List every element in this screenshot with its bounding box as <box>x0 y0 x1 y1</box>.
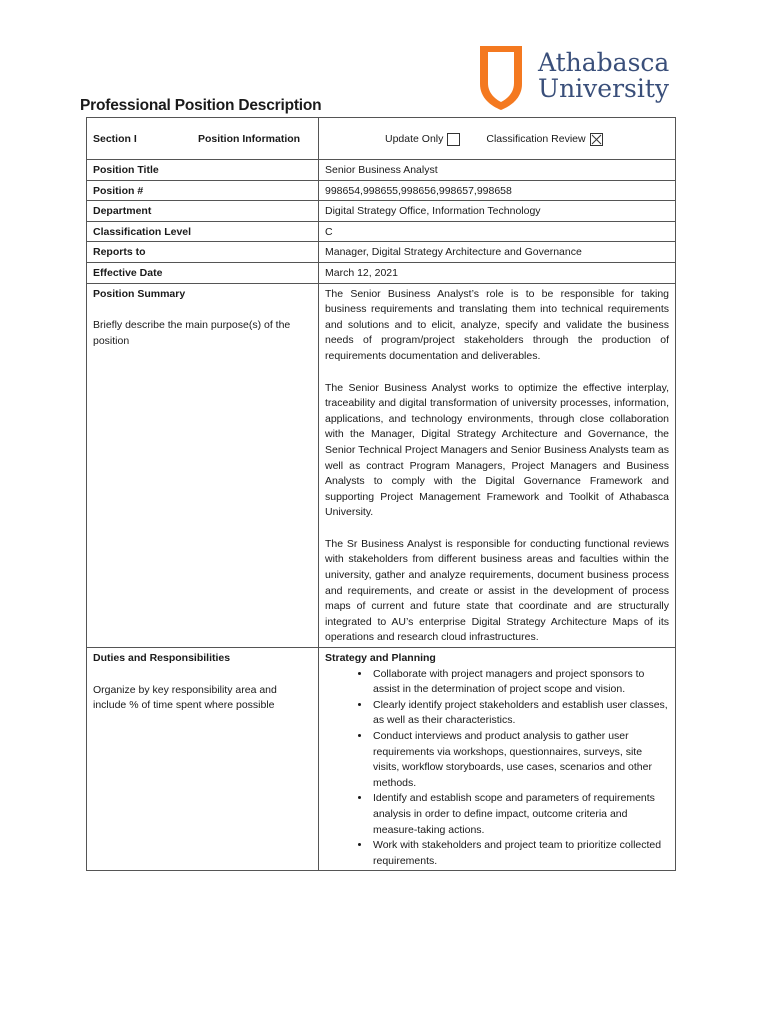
update-only-label: Update Only <box>385 132 444 145</box>
list-item: • Clearly identify project stakeholders and establish user classes, as well as their characteristics. <box>371 698 669 729</box>
department-value: Digital Strategy Office, Information Technology <box>319 201 676 222</box>
duties-label: Duties and Responsibilities <box>93 652 231 665</box>
reports-to-label: Reports to <box>87 242 319 263</box>
section-header-row <box>87 118 676 160</box>
position-title-label: Position Title <box>87 160 319 181</box>
summary-paragraph: The Sr Business Analyst is responsible for conducting functional reviews with stakeholders from different business areas and faculties within the university, gather and analyze requirements, document business process and requirements, and create or assist in the development of process maps of current and future state that coordinate and are structurally integrated to AU’s enterprise Digital Strategy Architecture Maps of its operations and research cloud infrastructures. <box>325 537 669 644</box>
effective-date-row <box>87 262 676 283</box>
update-only-checkbox[interactable] <box>447 133 460 146</box>
position-summary-label: Position Summary <box>93 287 186 300</box>
section-name: Position Information <box>198 132 301 145</box>
list-item: • Conduct interviews and product analysis to gather user requirements via workshops, questionnaires, surveys, site visits, workflow storyboards, use cases, scenarios and other methods. <box>371 729 669 791</box>
summary-paragraph: The Senior Business Analyst works to optimize the effective interplay, traceability and digital transformation of university processes, information, applications, and technology environments, through close collaboration with the Manager, Digital Strategy Architecture and Governance, the Senior Technical Project Managers and Senior Business Analysts team as well as contract Program Managers, Project Managers and Business Analysts to comply with the Digital Governance Framework and supporting Project Management Framework and Toolkit of Athabasca University. <box>325 381 669 519</box>
reports-to-row <box>87 242 676 263</box>
reports-to-value: Manager, Digital Strategy Architecture and Governance <box>319 242 676 263</box>
duties-label-cell <box>87 648 319 871</box>
position-description-table <box>86 117 676 871</box>
classification-level-value: C <box>319 221 676 242</box>
position-summary-label-cell <box>87 283 319 647</box>
section-label-cell <box>87 118 319 160</box>
logo-wordmark <box>538 50 669 102</box>
duties-instructions: Organize by key responsibility area and include % of time spent where possible <box>93 683 277 712</box>
duties-row <box>87 648 676 871</box>
position-summary-row <box>87 283 676 647</box>
position-summary-value <box>319 283 676 647</box>
duties-value <box>319 648 676 871</box>
section-number: Section I <box>93 132 137 145</box>
classification-review-label: Classification Review <box>486 132 586 145</box>
list-item: • Work with stakeholders and project team to prioritize collected requirements. <box>371 838 669 869</box>
logo-line-2: University <box>538 74 670 103</box>
position-number-value: 998654,998655,998656,998657,998658 <box>319 180 676 201</box>
shield-icon <box>478 44 524 112</box>
athabasca-university-logo <box>478 44 678 114</box>
review-type-cell <box>319 118 676 160</box>
logo-line-1: Athabasca <box>538 48 670 77</box>
department-row <box>87 201 676 222</box>
classification-level-label: Classification Level <box>87 221 319 242</box>
list-item: • Collaborate with project managers and project sponsors to assist in the determination of project scope and vision. <box>371 667 669 698</box>
position-number-row <box>87 180 676 201</box>
summary-paragraph: The Senior Business Analyst’s role is to be responsible for taking business requirements and translating them into technical requirements and solutions and to elicit, analyze, specify and validate the business needs of program/project stakeholders through the production of requirements documentation and deliverables. <box>325 287 669 362</box>
effective-date-label: Effective Date <box>87 262 319 283</box>
classification-level-row <box>87 221 676 242</box>
duties-area-heading: Strategy and Planning <box>325 652 436 665</box>
position-title-value: Senior Business Analyst <box>319 160 676 181</box>
effective-date-value: March 12, 2021 <box>319 262 676 283</box>
duties-list <box>325 667 669 870</box>
list-item: • Identify and establish scope and parameters of requirements analysis in order to define impact, outcome criteria and measure-taking actions. <box>371 791 669 838</box>
checkmark-x-icon <box>591 134 602 145</box>
department-label: Department <box>87 201 319 222</box>
classification-review-checkbox[interactable] <box>590 133 603 146</box>
position-summary-instructions: Briefly describe the main purpose(s) of the position <box>93 319 291 347</box>
position-title-row <box>87 160 676 181</box>
position-number-label: Position # <box>87 180 319 201</box>
document-title: Professional Position Description <box>80 97 322 114</box>
